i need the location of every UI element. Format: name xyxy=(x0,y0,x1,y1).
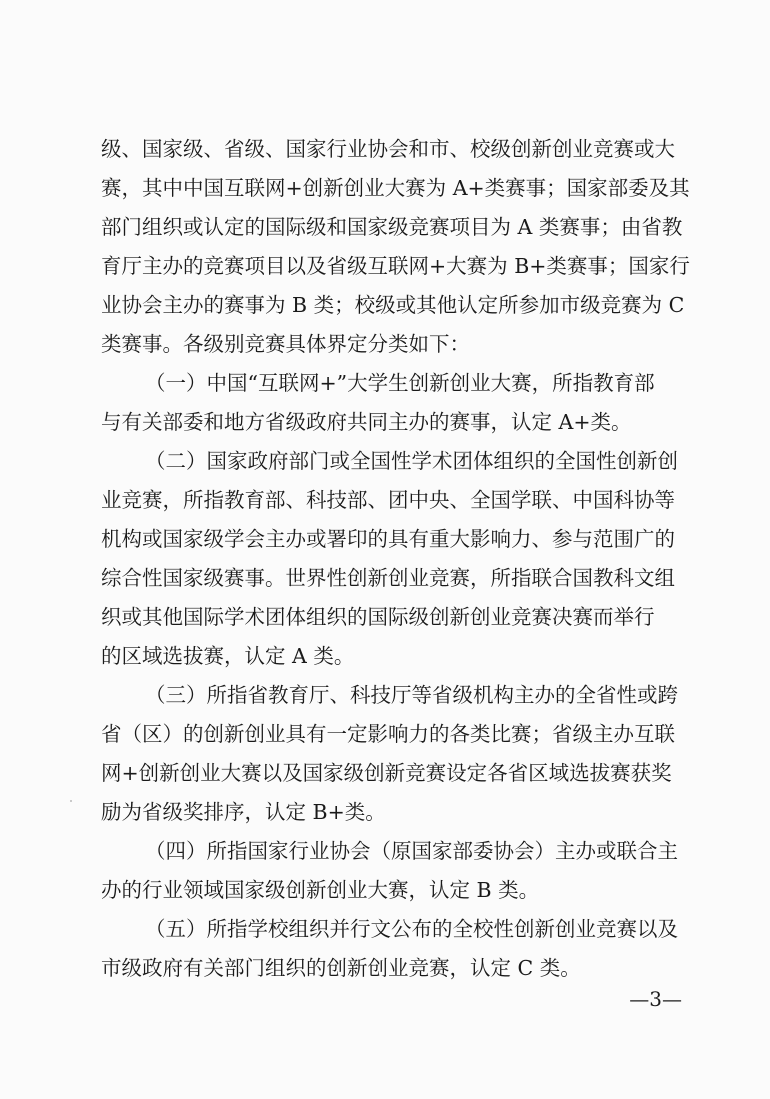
paragraph-first-line: （二）国家政府部门或全国性学术团体组织的全国性创新创 xyxy=(145,449,678,473)
page-number: —3— xyxy=(629,987,682,1011)
body-line: 级、国家级、省级、国家行业协会和市、校级创新创业竞赛或大 xyxy=(101,137,675,161)
body-line: 业竞赛，所指教育部、科技部、团中央、全国学联、中国科协等 xyxy=(101,488,675,512)
paragraph-first-line: （五）所指学校组织并行文公布的全校性创新创业竞赛以及 xyxy=(145,917,678,941)
body-line: 与有关部委和地方省级政府共同主办的赛事，认定 A+类。 xyxy=(101,410,632,434)
body-line: 部门组织或认定的国际级和国家级竞赛项目为 A 类赛事；由省教 xyxy=(101,215,683,239)
paragraph-first-line: （一）中国“互联网+”大学生创新创业大赛，所指教育部 xyxy=(145,371,655,395)
body-line: 办的行业领域国家级创新创业大赛，认定 B 类。 xyxy=(101,878,540,902)
body-line: 励为省级奖排序，认定 B+类。 xyxy=(101,800,386,824)
body-line: 网+创新创业大赛以及国家级创新竞赛设定各省区域选拔赛获奖 xyxy=(101,761,672,785)
scan-speck xyxy=(70,800,72,802)
body-line: 育厅主办的竞赛项目以及省级互联网+大赛为 B+类赛事；国家行 xyxy=(101,254,690,278)
body-line: 省（区）的创新创业具有一定影响力的各类比赛；省级主办互联 xyxy=(101,722,675,746)
body-line: 的区域选拔赛，认定 A 类。 xyxy=(101,644,355,668)
body-line: 市级政府有关部门组织的创新创业竞赛，认定 C 类。 xyxy=(101,956,581,980)
body-line: 业协会主办的赛事为 B 类；校级或其他认定所参加市级竞赛为 C xyxy=(101,293,685,317)
paragraph-first-line: （三）所指省教育厅、科技厅等省级机构主办的全省性或跨 xyxy=(145,683,678,707)
body-line: 机构或国家级学会主办或署印的具有重大影响力、参与范围广的 xyxy=(101,527,675,551)
body-line: 综合性国家级赛事。世界性创新创业竞赛，所指联合国教科文组 xyxy=(101,566,675,590)
body-line: 赛，其中中国互联网+创新创业大赛为 A+类赛事；国家部委及其 xyxy=(101,176,690,200)
body-line: 类赛事。各级别竞赛具体界定分类如下： xyxy=(101,332,470,356)
body-line: 织或其他国际学术团体组织的国际级创新创业竞赛决赛而举行 xyxy=(101,605,655,629)
paragraph-first-line: （四）所指国家行业协会（原国家部委协会）主办或联合主 xyxy=(145,839,678,863)
